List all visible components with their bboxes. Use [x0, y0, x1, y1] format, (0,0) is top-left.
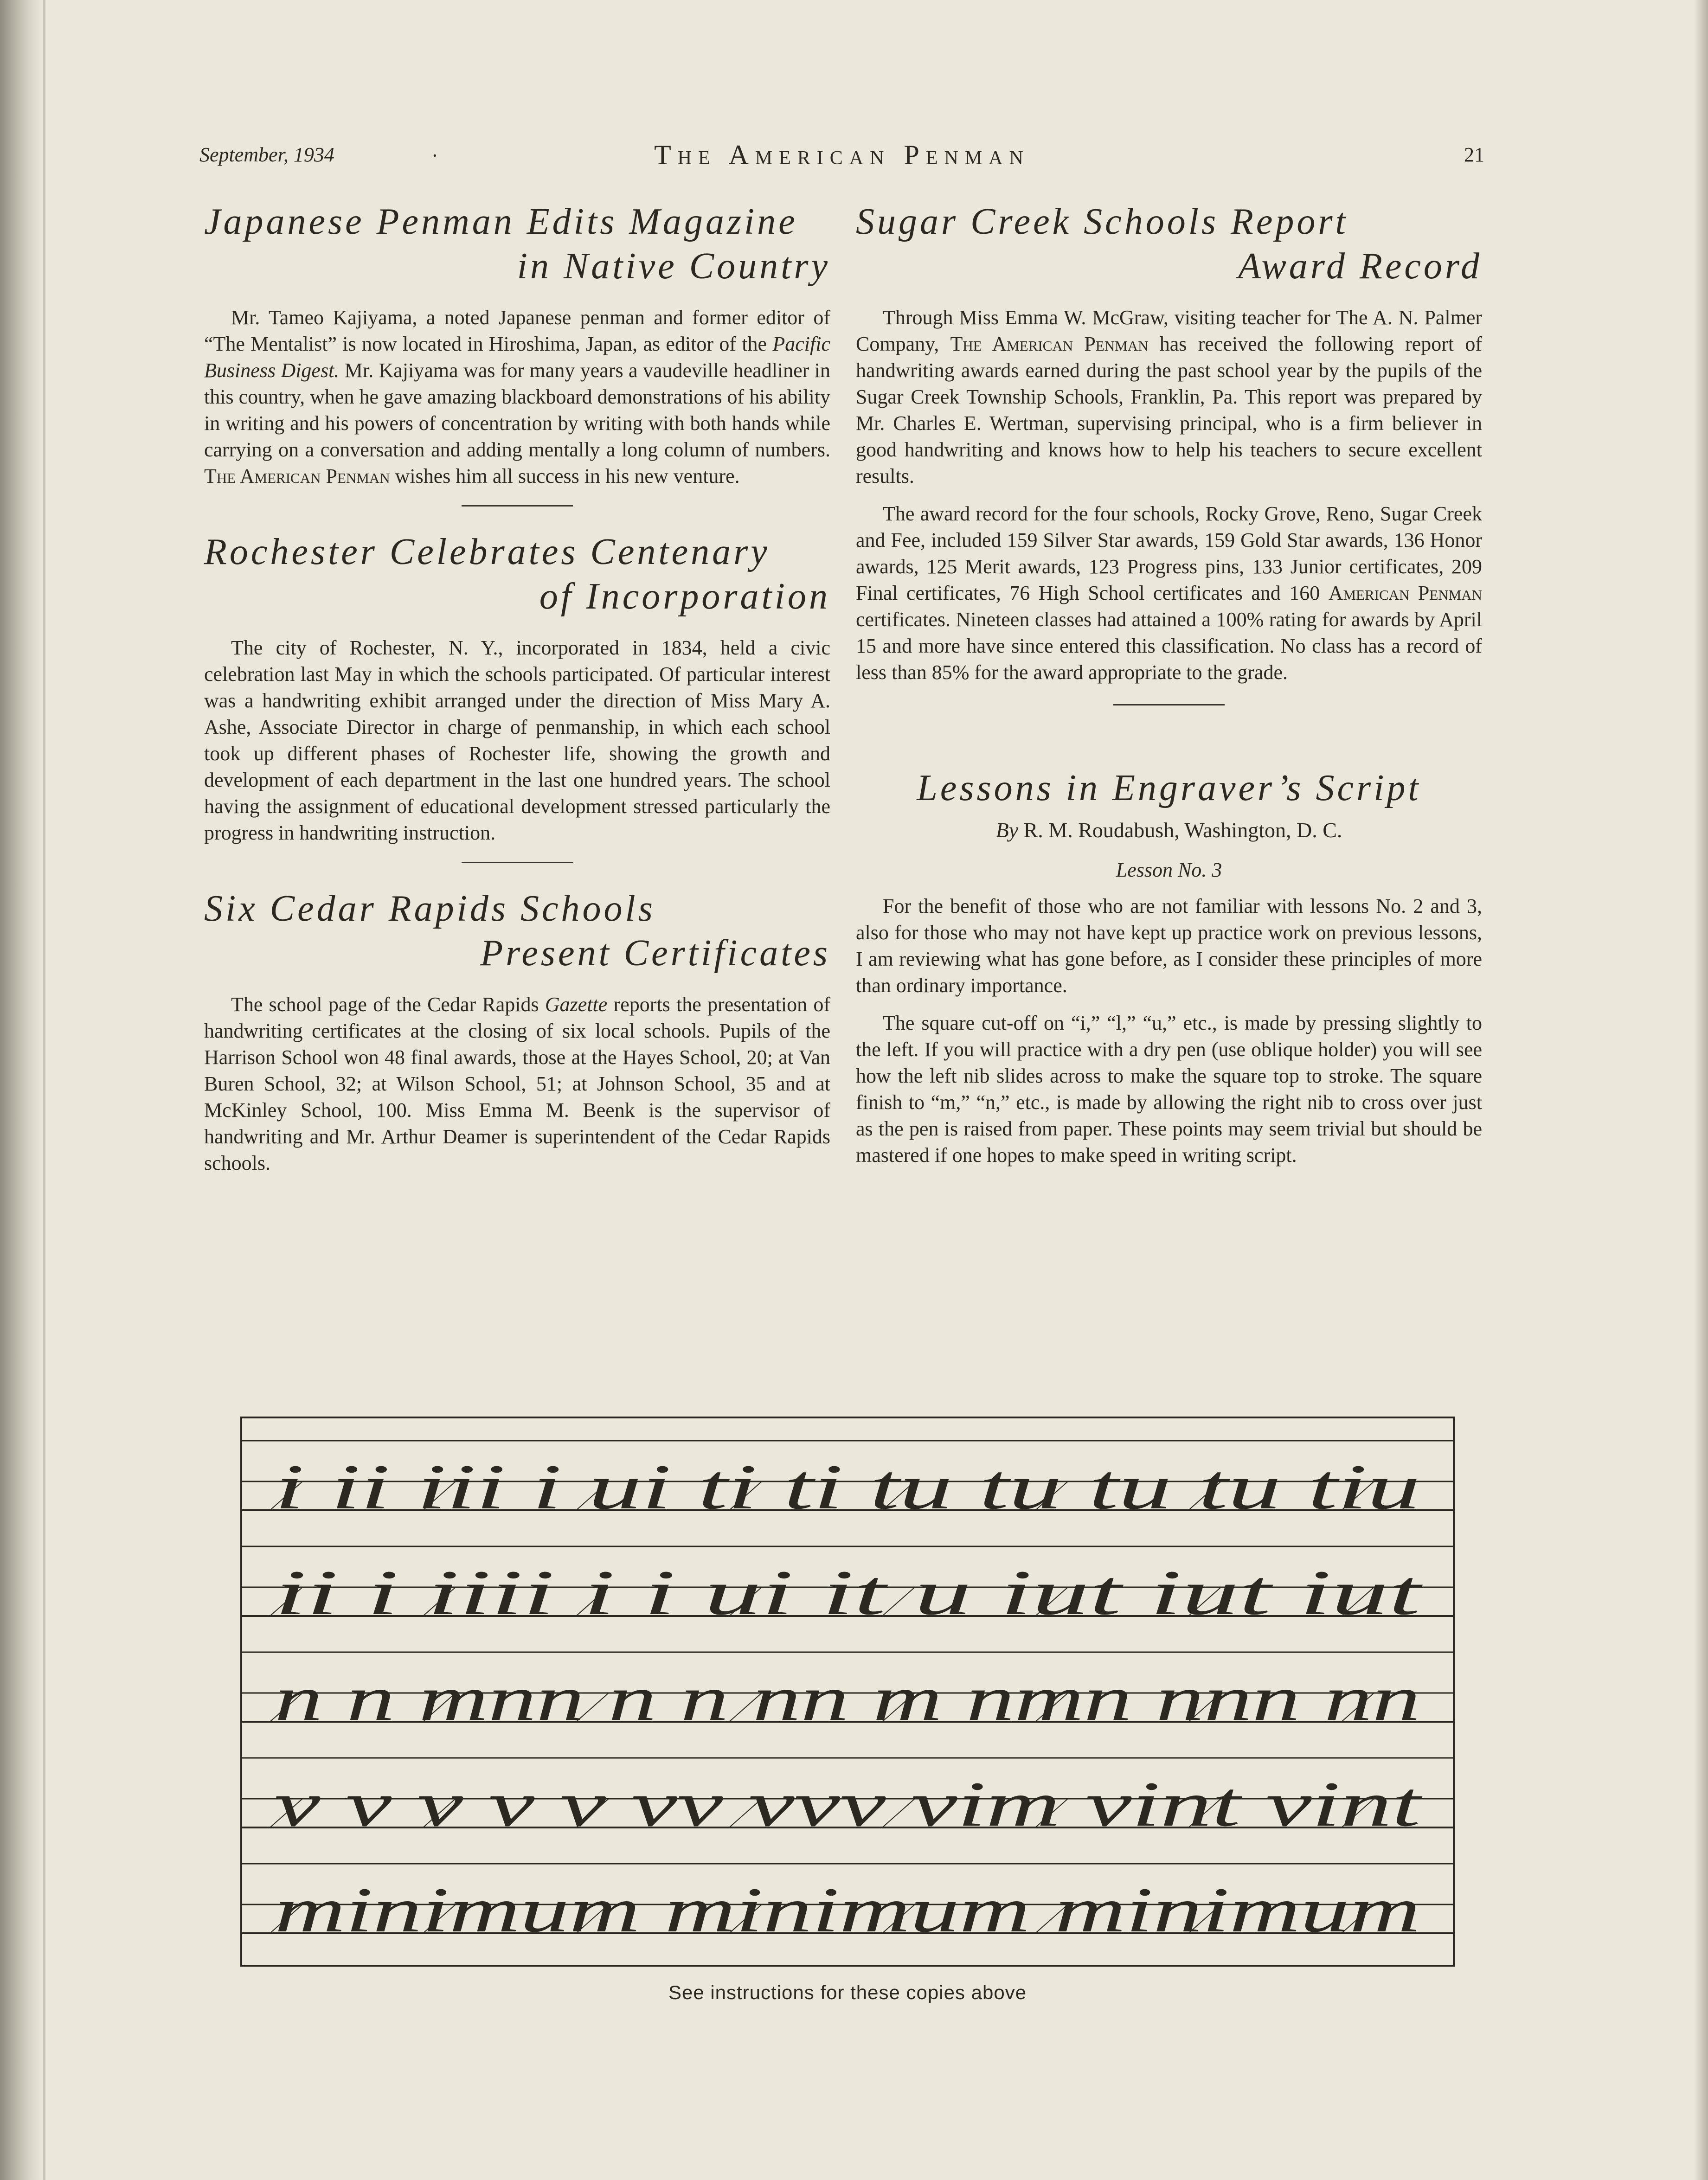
script-copy-row: n n mnn n n nn m nmn nnn nn [275, 1663, 1420, 1734]
article-rochester [204, 530, 830, 846]
text-run: Through Miss Emma W. McGraw, visiting teacher for The A. N. Palmer Company, [856, 306, 1482, 355]
section-divider [462, 505, 573, 507]
article-engravers-script [856, 766, 1482, 1168]
plate-caption: See instructions for these copies above [668, 1981, 1027, 2003]
script-copy-plate [240, 1417, 1455, 1967]
text-run: For the benefit of those who are not familiar with lessons No. 2 and 3, also for those who may not have kept up practice work on previous lessons, I am reviewing what has gone before, as I consider these principles of more than ordinary importance. [856, 895, 1482, 997]
text-run: Mr. Tameo Kajiyama, a noted Japanese penman and former editor of “The Mentalist” is now located in Hiroshima, Japan, as editor of the [204, 306, 830, 355]
italic-text: Pacific Business Digest. [204, 333, 830, 382]
script-copy-row: minimum minimum minimum [275, 1874, 1420, 1945]
lesson-number: Lesson No. 3 [1116, 859, 1222, 881]
article-cedar-rapids [204, 886, 830, 1176]
paragraph [856, 304, 1482, 489]
script-copy-row: ii i iiii i i ui it u iut iut iut [275, 1557, 1424, 1628]
script-copy-row: i ii iii i ui ti ti tu tu tu tu tiu [275, 1451, 1420, 1522]
page-number: 21 [1464, 143, 1484, 166]
article-title: Rochester Celebrates Centenary of Incorporation [204, 532, 830, 617]
paragraph [204, 991, 830, 1176]
script-plate-drawing [242, 1418, 1453, 1965]
paragraph [856, 500, 1482, 686]
paragraph [856, 893, 1482, 999]
article-byline: By R. M. Roudabush, Washington, D. C. [995, 818, 1342, 842]
article-title: Lessons in Engraver’s Script [917, 768, 1421, 808]
article-body [856, 893, 1482, 1168]
text-run: The award record for the four schools, Rocky Grove, Reno, Sugar Creek and Fee, included 159 Silver Star awards, 159 Gold Star awards, 136 Honor awards, 125 Merit awards, 123 Progress pins, 133 Junior certificates, 209 Final certificates, 76 High School certificates and 160 [856, 502, 1482, 604]
article-body [204, 635, 830, 846]
article-title: Japanese Penman Edits Magazine in Native Country [204, 201, 830, 287]
header-separator: · [431, 144, 438, 167]
text-run: has received the following report of handwriting awards earned during the past school year by the pupils of the Sugar Creek Township Schools, Franklin, Pa. This report was prepared by Mr. Charles E. Wertman, supervising principal, who is a firm believer in good handwriting and knows how to help his teachers to secure excellent results. [856, 333, 1483, 487]
article-japanese-penman [204, 199, 830, 489]
article-body [856, 304, 1482, 686]
running-header [199, 139, 1484, 176]
text-run: The city of Rochester, N. Y., incorporated in 1834, held a civic celebration last May in which the schools participated. Of particular interest was a handwriting exhibit arranged under the direction of Miss Mary A. Ashe, Associate Director in charge of penmanship, in which each school took up different phases of Rochester life, showing the growth and development of each department in the last one hundred years. The school having the assignment of educational development stressed particularly the progress in handwriting instruction. [204, 636, 830, 844]
small-caps-text: The American Penman [204, 465, 390, 487]
article-body [204, 991, 830, 1176]
text-run: certificates. Nineteen classes had attained a 100% rating for awards by April 15 and more have since entered this classification. No class has a record of less than 85% for the award appropriate to the grade. [856, 608, 1482, 684]
article-sugar-creek [856, 199, 1482, 686]
page-binding-shadow [0, 0, 43, 2180]
article-title: Sugar Creek Schools Report Award Record [856, 201, 1482, 287]
right-column [856, 199, 1482, 1180]
binding-edge [43, 0, 45, 2180]
page-right-edge [1694, 0, 1708, 2180]
issue-date: September, 1934 [199, 143, 334, 166]
script-copy-row: v v v v v vv vvv vim vint vint [275, 1769, 1423, 1840]
paragraph [856, 1010, 1482, 1168]
text-run: wishes him all success in his new venture. [390, 465, 740, 487]
section-divider [1113, 704, 1225, 705]
small-caps-text: American Penman [1328, 582, 1483, 604]
paragraph [204, 304, 830, 489]
section-divider [462, 862, 573, 863]
magazine-title: The American Penman [654, 140, 1030, 170]
article-title: Six Cedar Rapids Schools Present Certificates [204, 888, 830, 974]
text-run: The square cut-off on “i,” “l,” “u,” etc., is made by pressing slightly to the left. If you will practice with a dry pen (use oblique holder) you will see how the left nib slides across to make the square top to stroke. The square finish to “m,” “n,” etc., is made by allowing the right nib to cross over just as the pen is raised from paper. These points may seem trivial but should be mastered if one hopes to make speed in writing script. [856, 1012, 1482, 1167]
text-run: The school page of the Cedar Rapids [231, 993, 545, 1016]
left-column [204, 199, 830, 1187]
text-run: Mr. Kajiyama was for many years a vaudeville headliner in this country, when he gave amazing blackboard demonstrations of his ability in writing and his powers of concentration by writing with both hands while carrying on a conversation and adding mentally a long column of numbers. [204, 359, 830, 461]
article-body [204, 304, 830, 489]
italic-text: Gazette [545, 993, 608, 1016]
text-run: reports the presentation of handwriting certificates at the closing of six local schools. Pupils of the Harrison School won 48 final awards, those at the Hayes School, 20; at Van Buren School, 32; at Wilson School, 51; at Johnson School, 35 and at McKinley School, 100. Miss Emma M. Beenk is the supervisor of handwriting and Mr. Arthur Deamer is superintendent of the Cedar Rapids schools. [204, 993, 831, 1174]
paragraph [204, 635, 830, 846]
small-caps-text: The American Penman [950, 333, 1149, 355]
